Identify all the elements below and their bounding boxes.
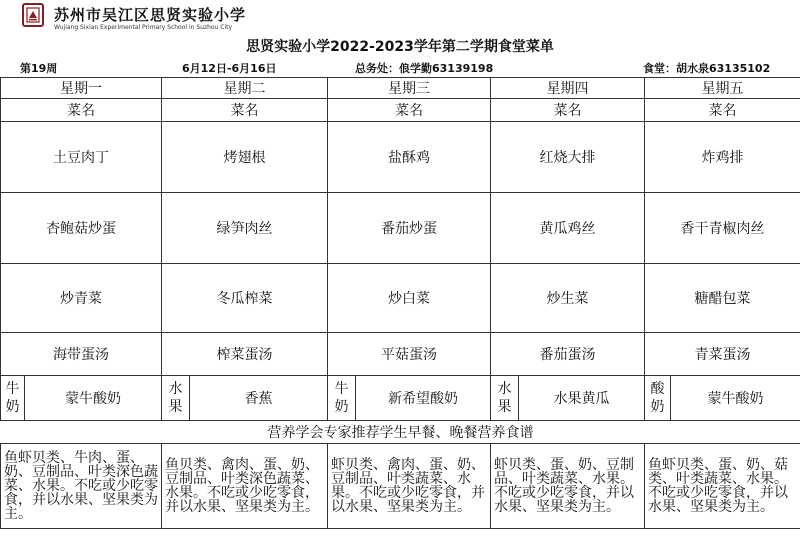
dish-cell: 炒生菜 bbox=[491, 264, 645, 333]
school-name-en: Wujiang Sixian Experimental Primary School in Suzhou City bbox=[54, 24, 233, 31]
nutrition-note: 鱼虾贝类、牛肉、蛋、奶、豆制品、叶类深色蔬菜、水果。不吃或少吃零食，并以水果、坚果类为主。 bbox=[1, 444, 162, 529]
school-header bbox=[0, 0, 800, 34]
extra-type-label: 牛奶 bbox=[328, 376, 356, 421]
soup-cell: 番茄蛋汤 bbox=[491, 333, 645, 376]
dish-label: 菜名 bbox=[162, 99, 328, 122]
dish-label: 菜名 bbox=[491, 99, 645, 122]
dish-cell: 盐酥鸡 bbox=[328, 122, 491, 193]
school-logo-icon bbox=[22, 3, 44, 27]
dish-cell: 杏鲍菇炒蛋 bbox=[1, 193, 162, 264]
dish-cell: 烤翅根 bbox=[162, 122, 328, 193]
dish-cell: 炒青菜 bbox=[1, 264, 162, 333]
dish-cell: 土豆肉丁 bbox=[1, 122, 162, 193]
meta-row bbox=[0, 56, 800, 76]
extra-item: 香蕉 bbox=[190, 376, 328, 421]
nutrition-note: 虾贝类、蛋、奶、豆制品、叶类蔬菜、水果。不吃或少吃零食，并以水果、坚果类为主。 bbox=[491, 444, 645, 529]
extra-item: 蒙牛酸奶 bbox=[671, 376, 800, 421]
day-header: 星期三 bbox=[328, 78, 491, 99]
extra-type-label: 酸奶 bbox=[645, 376, 671, 421]
dish-cell: 冬瓜榨菜 bbox=[162, 264, 328, 333]
week-label: 第19周 bbox=[20, 62, 58, 75]
dish-label: 菜名 bbox=[328, 99, 491, 122]
school-name: 苏州市吴江区思贤实验小学 bbox=[54, 6, 247, 24]
soup-cell: 平菇蛋汤 bbox=[328, 333, 491, 376]
dish-cell: 绿笋肉丝 bbox=[162, 193, 328, 264]
dish-cell: 香干青椒肉丝 bbox=[645, 193, 800, 264]
day-header: 星期二 bbox=[162, 78, 328, 99]
dish-cell: 黄瓜鸡丝 bbox=[491, 193, 645, 264]
menu-table bbox=[0, 77, 800, 529]
dish-cell: 红烧大排 bbox=[491, 122, 645, 193]
dish-label: 菜名 bbox=[645, 99, 800, 122]
extra-type-label: 水果 bbox=[491, 376, 519, 421]
soup-cell: 青菜蛋汤 bbox=[645, 333, 800, 376]
day-header: 星期四 bbox=[491, 78, 645, 99]
nutrition-note: 虾贝类、禽肉、蛋、奶、豆制品、叶类蔬菜、水果。不吃或少吃零食，并以水果、坚果类为主。 bbox=[328, 444, 491, 529]
dish-cell: 炒白菜 bbox=[328, 264, 491, 333]
dish-cell: 糖醋包菜 bbox=[645, 264, 800, 333]
page-title: 思贤实验小学2022-2023学年第二学期食堂菜单 bbox=[246, 39, 554, 55]
extra-item: 蒙牛酸奶 bbox=[25, 376, 162, 421]
day-header: 星期一 bbox=[1, 78, 162, 99]
date-range: 6月12日-6月16日 bbox=[182, 62, 277, 75]
day-header: 星期五 bbox=[645, 78, 800, 99]
dish-cell: 炸鸡排 bbox=[645, 122, 800, 193]
nutrition-note: 鱼贝类、禽肉、蛋、奶、豆制品、叶类深色蔬菜、水果。不吃或少吃零食，并以水果、坚果类为主。 bbox=[162, 444, 328, 529]
office-contact: 总务处：俍学勤63139198 bbox=[355, 62, 494, 75]
nutrition-note: 鱼虾贝类、蛋、奶、菇类、叶类蔬菜、水果。不吃或少吃零食，并以水果、坚果类为主。 bbox=[645, 444, 800, 529]
extra-type-label: 牛奶 bbox=[1, 376, 25, 421]
soup-cell: 海带蛋汤 bbox=[1, 333, 162, 376]
soup-cell: 榨菜蛋汤 bbox=[162, 333, 328, 376]
extra-item: 水果黄瓜 bbox=[519, 376, 645, 421]
dish-cell: 番茄炒蛋 bbox=[328, 193, 491, 264]
extra-item: 新希望酸奶 bbox=[356, 376, 491, 421]
nutrition-title: 营养学会专家推荐学生早餐、晚餐营养食谱 bbox=[1, 421, 800, 444]
dish-label: 菜名 bbox=[1, 99, 162, 122]
extra-type-label: 水果 bbox=[162, 376, 190, 421]
canteen-contact: 食堂：胡水泉63135102 bbox=[643, 62, 771, 75]
